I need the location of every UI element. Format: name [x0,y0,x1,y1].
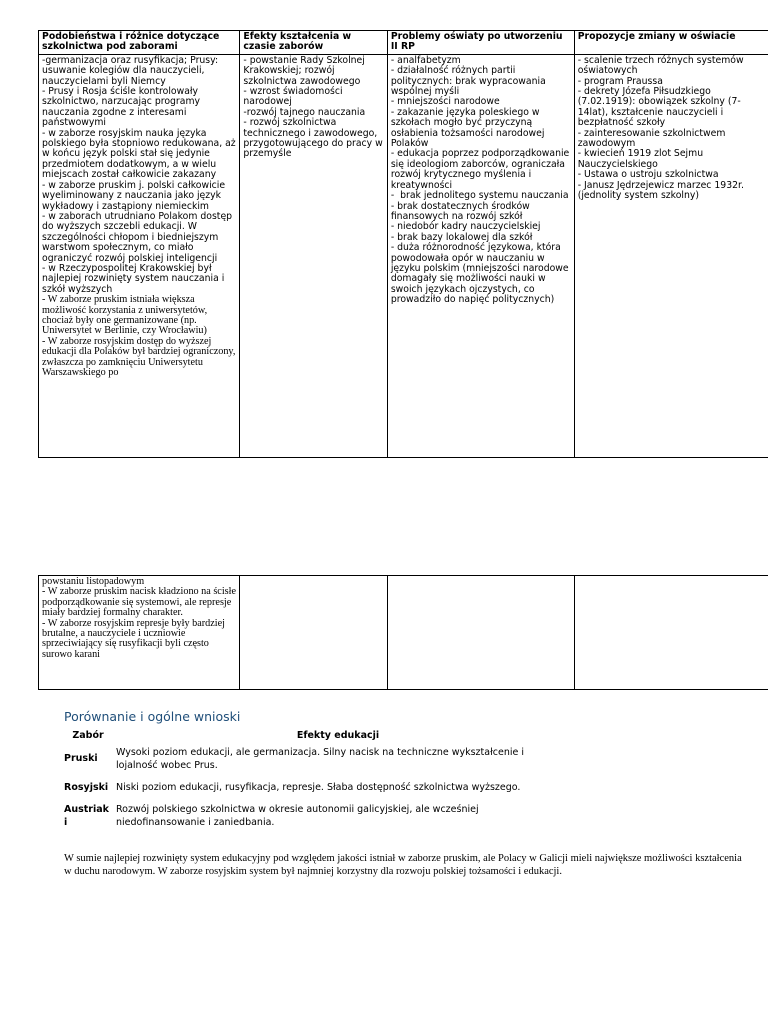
header-problems: Problemy oświaty po utworzeniu II RP [387,31,574,55]
list-item: - w zaborach utrudniano Polakom dostęp do wyższych szczebli edukacji. W szczególności chłopom i biedniejszym warstwom społecznym, co miało ograniczyć rozwój polskiej inteligencji [42,210,236,264]
list-item: - mniejszości narodowe [390,96,500,108]
header-effects: Efekty kształcenia w czasie zaborów [240,31,387,55]
list-item: - dekrety Józefa Piłsudzkiego (7.02.1919): obowiązek szkolny (7-14lat), kształcenie nauczycieli i bezpłatność szkoły [577,86,741,129]
header-efekty: Efekty edukacji [296,730,380,741]
cell-empty [387,576,574,690]
comparison-header-row [62,728,562,743]
zabor-name: Rosyjski [64,782,109,793]
list-item: - W zaborze pruskim nacisk kładziono na ścisłe podporządkowanie się systemowi, ale represje miały bardziej formalny charakter. [42,586,239,619]
table-header-row [39,31,768,55]
list-item: - analfabetyzm [390,54,461,66]
cell-similarities-continued [39,576,240,690]
zabor-name: Pruski [64,753,98,764]
list-item: - Prusy i Rosja ściśle kontrolowały szkolnictwo, narzucając programy nauczania zgodne z interesami państwowymi [42,86,203,129]
comparison-table [62,728,562,835]
list-item: - powstanie Rady Szkolnej Krakowskiej; rozwój szkolnictwa zawodowego [243,54,368,87]
list-item: - rozwój szkolnictwa technicznego i zawodowego, przygotowującego do pracy w przemyśle [243,117,386,160]
header-zabor: Zabór [72,730,104,741]
cell-similarities [39,54,240,457]
education-table-continued [38,575,768,690]
cell-empty [240,576,387,690]
list-item: - Ustawa o ustroju szkolnictwa [577,169,719,181]
list-item: - W zaborze pruskim istniała większa możliwość korzystania z uniwersytetów, chociaż były one germanizowane (np. Uniwersytet w Berlinie, czy Wrocławiu) [42,294,210,337]
list-item: - w Rzeczypospolitej Krakowskiej był najlepiej rozwinięty system nauczania i szkół wyższych [42,262,228,295]
zabor-name: Austriaki [64,804,109,828]
zabor-effects: Rozwój polskiego szkolnictwa w okresie autonomii galicyjskiej, ale wcześniej niedofinansowanie i zaniedbania. [116,804,479,828]
education-table [38,30,768,458]
list-item: -rozwój tajnego nauczania [243,106,366,118]
list-item: - zainteresowanie szkolnictwem zawodowym [577,127,729,150]
list-item: - Janusz Jędrzejewicz marzec 1932r. (jednolity system szkolny) [577,179,747,202]
list-item: - program Praussa [577,75,663,87]
list-item: - W zaborze rosyjskim dostęp do wyższej edukacji dla Polaków był bardziej ograniczony, zwłaszcza po zamknięciu Uniwersytetu Warszawskiego po [42,335,238,378]
zabor-effects: Niski poziom edukacji, rusyfikacja, represje. Słaba dostępność szkolnictwa wyższego. [116,782,521,793]
cell-empty [574,576,768,690]
header-proposals: Propozycje zmiany w oświacie [574,31,768,55]
list-item: powstaniu listopadowym [42,576,145,587]
section-heading: Porównanie i ogólne wnioski [64,709,241,724]
list-item: -germanizacja oraz rusyfikacja; Prusy: usuwanie kolegiów dla nauczycieli, nauczycielami byli Niemcy [42,54,222,87]
list-item: - scalenie trzech różnych systemów oświatowych [577,54,747,77]
list-item: - edukacja poprzez podporządkowanie się ideologiom zaborców, ograniczała rozwój krytycznego myślenia i kreatywności [390,148,573,191]
zabor-effects: Wysoki poziom edukacji, ale germanizacja. Silny nacisk na techniczne wykształcenie i lojalność wobec Prus. [116,747,525,771]
list-item: - w zaborze rosyjskim nauka języka polskiego była stopniowo redukowana, aż w końcu język polski stał się jedynie przedmiotem dodatkowym, a w wielu miejscach został całkowicie zakazany [42,127,239,181]
list-item: - wzrost świadomości narodowej [243,86,346,108]
cell-proposals [574,54,768,457]
summary-paragraph: W sumie najlepiej rozwinięty system edukacyjny pod względem jakości istniał w zaborze pruskim, ale Polacy w Galicji mieli największe możliwości kształcenia w duchu narodowym. W zaborze rosyjskim system był najmniej korzystny dla rozwoju polskiej tożsamości i edukacji. [64,853,742,877]
table-row [62,778,562,800]
list-item: - zakazanie języka poleskiego w szkołach mogło być przyczyną osłabienia tożsamości narodowej Polaków [390,106,548,150]
cell-effects [240,54,387,457]
cell-problems [387,54,574,457]
list-item: - W zaborze rosyjskim represje były bardziej brutalne, a nauczyciele i uczniowie sprzeciwiający się rusyfikacji byli często surowo karani [42,617,228,660]
table-row [62,743,562,778]
list-item: - brak dostatecznych środków finansowych na rozwój szkół [390,200,533,222]
header-similarities: Podobieństwa i różnice dotyczące szkolnictwa pod zaborami [39,31,240,55]
table-row [39,54,768,457]
table-row [62,800,562,835]
list-item: - niedobór kadry nauczycielskiej [390,221,541,233]
list-item: - brak bazy lokalowej dla szkół [390,231,533,243]
table-row [39,576,768,690]
list-item: - działalność różnych partii politycznych: brak wypracowania wspólnej myśli [390,65,549,98]
list-item: - duża różnorodność językowa, która powodowała opór w nauczaniu w języku polskim (mniejszości narodowe domagały się możliwości nauki w swoich językach ojczystych, co prowadziło do napięć politycznych) [390,242,572,306]
list-item: - brak jednolitego systemu nauczania [390,190,569,202]
list-item: - kwiecień 1919 zlot Sejmu Nauczycielskiego [577,148,707,170]
list-item: - w zaborze pruskim j. polski całkowicie wyeliminowany z nauczania jako język wykładowy i zastąpiony niemieckim [42,179,229,212]
